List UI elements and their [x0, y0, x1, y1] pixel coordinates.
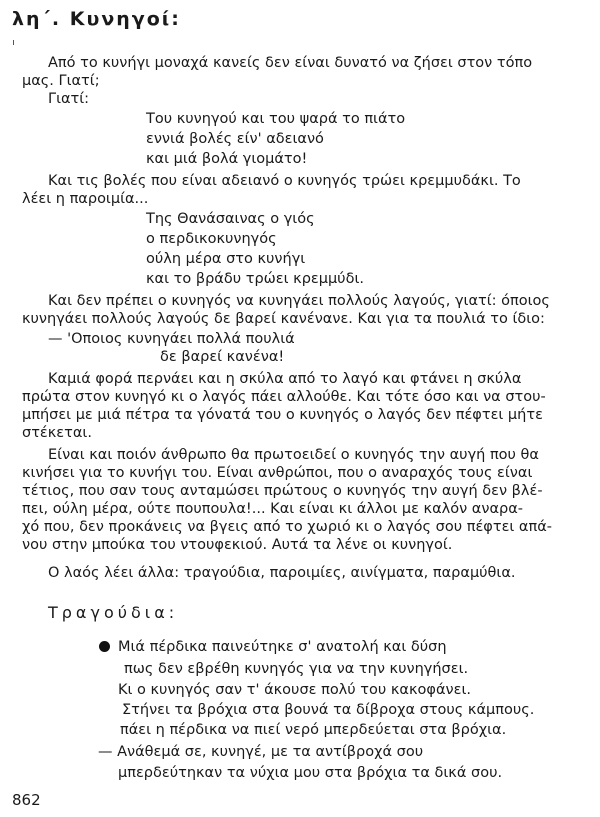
song-line: — Ανάθεμά σε, κυνηγέ, με τα αντίβροχά σου [98, 744, 424, 760]
text-line: πρώτα στον κυνηγό κι ο λαγός πάει αλλούθε. Και τότε όσο και να στου- [22, 389, 546, 405]
verse-line: δε βαρεί κανένα! [160, 349, 285, 365]
text-line: Ο λαός λέει άλλα: τραγούδια, παροιμίες, αινίγματα, παραμύθια. [48, 565, 516, 581]
song-line: Κι ο κυνηγός σαν τ' άκουσε πολύ του κακοφάνει. [118, 682, 471, 698]
verse-line: Της Θανάσαινας ο γιός [146, 211, 315, 227]
verse-line: — 'Οποιος κυνηγάει πολλά πουλιά [48, 331, 295, 347]
text-line: μπήσει με μιά πέτρα τα γόνατά του ο κυνηγός ο λαγός δεν πέφτει μήτε [22, 407, 543, 423]
song-line: πως δεν εβρέθη κυνηγός για να την κυνηγήσει. [124, 661, 469, 677]
song-line: πάει η πέρδικα να πιεί νερό μπερδεύεται στα βρόχια. [120, 722, 507, 738]
text-line: Γιατί: [48, 91, 90, 107]
text-line: νου στην μπούκα του ντουφεκιού. Αυτά τα λένε οι κυνηγοί. [22, 537, 453, 553]
song-line: Μιά πέρδικα παινεύτηκε σ' ανατολή και δύση [118, 639, 447, 655]
bullet-icon [99, 641, 110, 652]
verse-line: ούλη μέρα στο κυνήγι [146, 251, 306, 267]
text-line: μας. Γιατί; [22, 73, 100, 89]
text-line: πει, ούλη μέρα, ούτε πουπουλα!... Και είναι κι άλλοι με καλόν αναρα- [22, 501, 524, 517]
text-line: κινήσει για το κυνήγι του. Είναι ανθρώποι, που ο αναραχός τους είναι [22, 465, 533, 481]
text-line: Καμιά φορά περνάει και η σκύλα από το λαγό και φτάνει η σκύλα [48, 371, 522, 387]
verse-line: Του κυνηγού και του ψαρά το πιάτο [146, 111, 406, 127]
song-line: μπερδεύτηκαν τα νύχια μου στα βρόχια τα δικά σου. [118, 765, 503, 781]
margin-mark [13, 40, 14, 45]
verse-line: εννιά βολές είν' αδειανό [146, 131, 324, 147]
text-line: τέτιος, που σαν τους ανταμώσει πρώτους ο κυνηγός την αυγή δεν βλέ- [22, 483, 543, 499]
verse-line: και το βράδυ τρώει κρεμμύδι. [146, 271, 364, 287]
text-line: Από το κυνήγι μοναχά κανείς δεν είναι δυνατό να ζήσει στον τόπο [48, 55, 533, 71]
page-title: λη΄. Κυνηγοί: [12, 8, 181, 30]
text-line: Και δεν πρέπει ο κυνηγός να κυνηγάει πολλούς λαγούς, γιατί: όποιος [48, 293, 550, 309]
text-line: Και τις βολές που είναι αδειανό ο κυνηγός τρώει κρεμμυδάκι. Το [48, 173, 521, 189]
page-number: 862 [12, 791, 41, 809]
text-line: Είναι και ποιόν άνθρωπο θα πρωτοειδεί ο κυνηγός την αυγή που θα [48, 447, 539, 463]
text-line: χό που, δεν προκάνεις να βγεις από το χωριό κι ο λαγός σου πέφτει απά- [22, 519, 553, 535]
section-title: Τραγούδια: [48, 603, 179, 622]
song-line: Στήνει τα βρόχια στα βουνά τα δίβροχα στους κάμπους. [122, 702, 535, 718]
text-line: κυνηγάει πολλούς λαγούς δε βαρεί κανένανε. Και για τα πουλιά το ίδιο: [22, 311, 545, 327]
text-line: λέει η παροιμία... [22, 191, 149, 207]
text-line: στέκεται. [22, 425, 92, 441]
verse-line: και μιά βολά γιομάτο! [146, 151, 308, 167]
verse-line: ο περδικοκυνηγός [146, 231, 277, 247]
